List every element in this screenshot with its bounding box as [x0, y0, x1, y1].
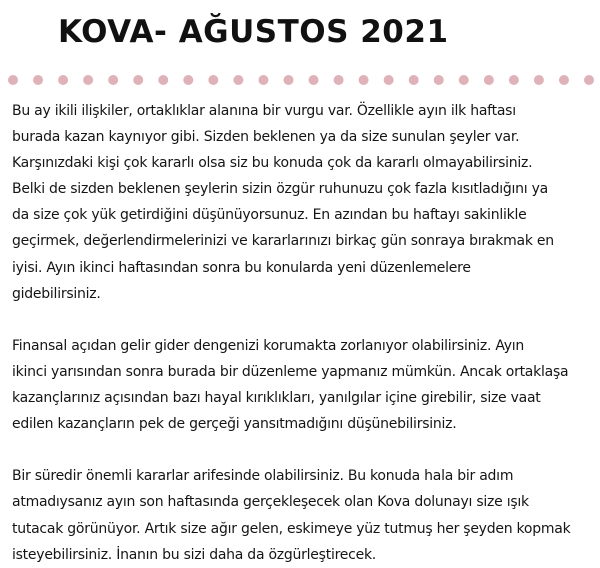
divider-dot [334, 75, 344, 85]
paragraph-decisions [12, 463, 592, 567]
divider-dot [434, 75, 444, 85]
article-body [12, 98, 592, 568]
text-line: atmadıysanız ayın son haftasında gerçekleşecek olan Kova dolunayı size ışık [12, 494, 529, 511]
divider-dot [58, 75, 68, 85]
text-line: kazançlarınız açısından bazı hayal kırıklıkları, yanılgılar içine girebilir, size vaat [12, 390, 541, 407]
divider-dot [309, 75, 319, 85]
dotted-divider [0, 73, 600, 87]
paragraph-relationships [12, 98, 592, 307]
divider-dot [484, 75, 494, 85]
divider-dot [208, 75, 218, 85]
text-line: gidebilirsiniz. [12, 285, 101, 302]
divider-dot [534, 75, 544, 85]
text-line: geçirmek, değerlendirmelerinizi ve kararlarınızı birkaç gün sonraya bırakmak en [12, 233, 554, 250]
text-line: ikinci yarısından sonra burada bir düzenleme yapmanız mümkün. Ancak ortaklaşa [12, 363, 569, 380]
divider-dot [283, 75, 293, 85]
divider-dot [8, 75, 18, 85]
text-line: Bir süredir önemli kararlar arifesinde olabilirsiniz. Bu konuda hala bir adım [12, 468, 514, 485]
text-line: burada kazan kaynıyor gibi. Sizden beklenen ya da size sunulan şeyler var. [12, 129, 520, 146]
page-title: KOVA- AĞUSTOS 2021 [58, 14, 449, 50]
text-line: Belki de sizden beklenen şeylerin sizin özgür ruhunuzu çok fazla kısıtladığını ya [12, 181, 548, 198]
divider-dot [183, 75, 193, 85]
text-line: da size çok yük getirdiğini düşünüyorsunuz. En azından bu haftayı sakinlikle [12, 207, 527, 224]
text-line: Bu ay ikili ilişkiler, ortaklıklar alanına bir vurgu var. Özellikle ayın ilk haftası [12, 103, 516, 119]
divider-dot [108, 75, 118, 85]
divider-dot [409, 75, 419, 85]
divider-dot [459, 75, 469, 85]
divider-dot [258, 75, 268, 85]
paragraph-finance [12, 333, 592, 437]
text-line: edilen kazançların pek de gerçeği yansıtmadığını düşünebilirsiniz. [12, 416, 457, 433]
divider-dot [509, 75, 519, 85]
divider-dot [584, 75, 594, 85]
divider-dot [133, 75, 143, 85]
divider-dot [158, 75, 168, 85]
text-line: Finansal açıdan gelir gider dengenizi korumakta zorlanıyor olabilirsiniz. Ayın [12, 337, 525, 354]
divider-dot [559, 75, 569, 85]
text-line: isteyebilirsiniz. İnanın bu sizi daha da özgürleştirecek. [12, 546, 377, 563]
divider-dot [33, 75, 43, 85]
divider-dot [233, 75, 243, 85]
divider-dot [359, 75, 369, 85]
divider-dot [384, 75, 394, 85]
text-line: iyisi. Ayın ikinci haftasından sonra bu konularda yeni düzenlemelere [12, 259, 471, 276]
divider-dot [83, 75, 93, 85]
text-line: tutacak görünüyor. Artık size ağır gelen, eskimeye yüz tutmuş her şeyden kopmak [12, 520, 571, 537]
text-line: Karşınızdaki kişi çok kararlı olsa siz bu konuda çok da kararlı olmayabilirsiniz. [12, 155, 533, 172]
